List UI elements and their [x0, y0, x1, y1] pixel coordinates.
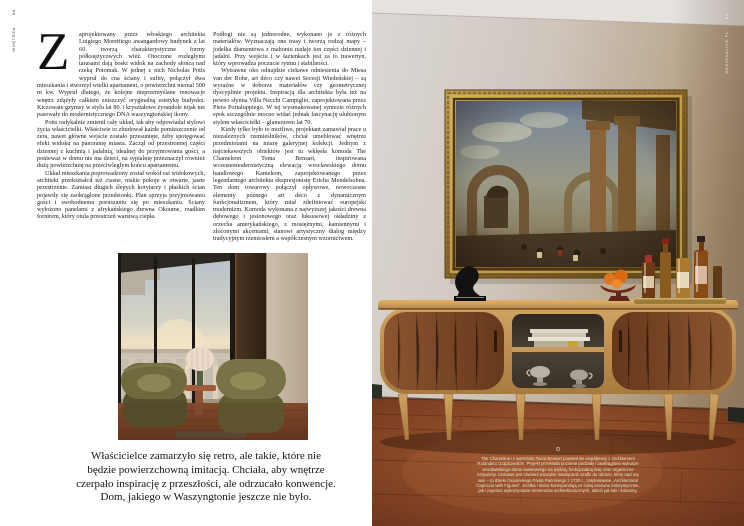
drop-cap: Z: [37, 23, 70, 81]
article-column-2: [213, 31, 366, 243]
books: [528, 329, 590, 347]
window-scene: [118, 253, 308, 440]
pull-quote-line: Właścicielce zamarzyło się retro, ale takie, które nie: [91, 450, 321, 462]
sideboard-door-left: [384, 312, 504, 390]
door-handle-right: [619, 330, 622, 352]
left-page-number: 88: [11, 9, 16, 15]
section-label: WNĘTRZA: [11, 27, 16, 52]
niche-shelf: [512, 347, 604, 352]
paragraph-text: aprojektowany przez włoskiego architekta Luigiego Morettiego awangardowy budynek z lat 60. tworzą charakterystyczne formy półksiężycowych wież. Otoczone rozległymi tarasami dają boski widok na zachody słońca nad rzeką Potomak. W jednej z nich Nicholas Potts wypruł do cna ściany i sufity, połączył dwa mieszkania i stworzył wielki apartament, o powierzchni niemal 500 m kw. Wypruł dlatego, że kolejne nieprzemyślane renowacje wnętrz zdążyły całkiem zniszczyć oryginalną estetykę budynku. Kiczowate gzymsy w stylu lat 80. i kryształowe żyrandole nijak nie pasowały do modernistycznego DNA waszyngtońskiej ikony.: [37, 31, 205, 119]
baseboard-left: [372, 384, 382, 399]
photo-caption: [476, 447, 640, 494]
photo-caption-text: The Chameleon z warsztatu Toma Bensari powstał we współpracy z rzeźbiarzem Rolandem Grąbkowskim. Projekt przekłada poziome podziały i zaokrąglone wykusze wrocławskiego domu towarowego na piękną, funkcjonalną linię oraz organiczne krzywizny. Ciekawe jest również wizualne nawiązanie szafki do obrazu, który nad nią wisi – to dzieło Giovanniego Paola Panniniego z 1730 r., zatytułowane „Architectural Capriccio with Figures”. Szafka i obraz korespondują ze sobą zarówno kolorystycznie, jak i poprzez wykorzystanie elementów architektonicznych, takich jak łuki i kolumny.: [476, 456, 640, 494]
baseboard-right: [728, 407, 744, 423]
pull-quote-line: Dom, jakiego w Waszyngtonie jeszcze nie było.: [100, 491, 312, 504]
pull-quote-line: będzie powierzchowną imitacją. Chciała, aby wnętrze: [87, 463, 325, 476]
apartment-window-photo: [118, 253, 308, 440]
article-paragraph: Wytrawne oko odnajdzie ciekawe odniesienia do Miesa van der Rohe, art déco czy nawet Secesji Wiedeńskiej – są wyraźne w doborze materiałów czy geometrycznej dyscyplinie projektu. Inspiracją dla architekta była też na pewno słynna Villa Necchi Campiglio, zaprojektowana przez Piera Portaluppiego. W tej wysmakowanej syntezie różnych epok szczególnie mocno widać jednak fascynację ulubionym stylem właścicielki – glamourem lat 70.: [213, 67, 366, 126]
site-label: DESIGNALIVE.PL: [724, 31, 729, 74]
pull-quote-line: czerpało inspirację z przeszłości, ale odrzucało konwencje.: [76, 477, 336, 490]
article-paragraph: Kiedy tylko było to możliwe, projektant zamawiał prace u niezależnych rzemieślników, chciał umeblować wnętrze przedmiotami na miarę galeryjnej kolekcji. Jednym z najciekawszych obiektów jest tu wklęsła komoda The Chameleon Toma Bensari, inspirowana wczesnomodernistyczną elewacją wrocławskiego domu handlowego Kameleon, zaprojektowanego przez legendarnego architekta ekspresjonistę Ericha Mendelsohna. Ten dom towarowy połączył opływowe, nowoczesne elementy późnego art déco z dynamicznym funkcjonalizmem, który miał zdefiniować europejski modernizm. Komoda wykonana z najwyższej jakości drewna dębowego i jesionowego oraz luksusowej okładziny z orzecha amerykańskiego, z mosiężnymi, kamiennymi i złoconymi akcentami, stanowi artystyczny dialog między tradycyjnym rzemiosłem a współczesnym wzornictwem.: [213, 125, 366, 243]
article-paragraph: [37, 23, 205, 119]
right-page-number: 89: [724, 13, 729, 19]
framed-painting: [445, 90, 692, 284]
article-paragraph: Podłogi nie są jednorodne, wykonano je z różnych materiałów. Wyznaczają one trasy i tworzą rodzaj mapy – jodełka diamentowa z mahoniu nadaje ton części dziennej i jadalni. Przy wejściu i w łazienkach jest za to trawertyn, który wprowadza poczucie rytmu i stabilności.: [213, 31, 366, 68]
door-handle-left: [494, 330, 497, 352]
pull-quote: [16, 450, 396, 505]
article-paragraph: Potts radykalnie zmienił cały układ, tak aby odpowiadał stylowi życia właścicielki. Właściwie to zbudował każde pomieszczenie od zera, nawet główne wejście zostało przesunięte, żeby spotęgować efekt widoku na panoramę miasta. Zaczął od przestronnej części dziennej z kuchnią i jadalnią, idealnej do przyjmowania gości, a ponieważ w domu nie ma dzieci, na sypialnię przeznaczył również dużą powierzchnię na przeciwległym końcu apartamentu.: [37, 118, 205, 170]
article-paragraph: Układ mieszkania poprowadzony został wokół osi widokowych, architekt przekształcił też ciasne, niskie pokoje w otwarte, jasne przestrzenie. Zamiast długich ślepych korytarzy i płaskich ścian pojawiły się zaokrąglone przedsionki. Plan sprzyja przyjmowaniu gości i swobodnemu poruszaniu się po mieszkaniu. Ściany wyłożono panelami z afrykańskiego drewna Okoume, rzadkim fornirem, który otula przestrzeń warstwą ciepła.: [37, 169, 205, 221]
article-column-1: [37, 23, 205, 221]
photo-credit-icon: ⊙: [555, 447, 561, 453]
